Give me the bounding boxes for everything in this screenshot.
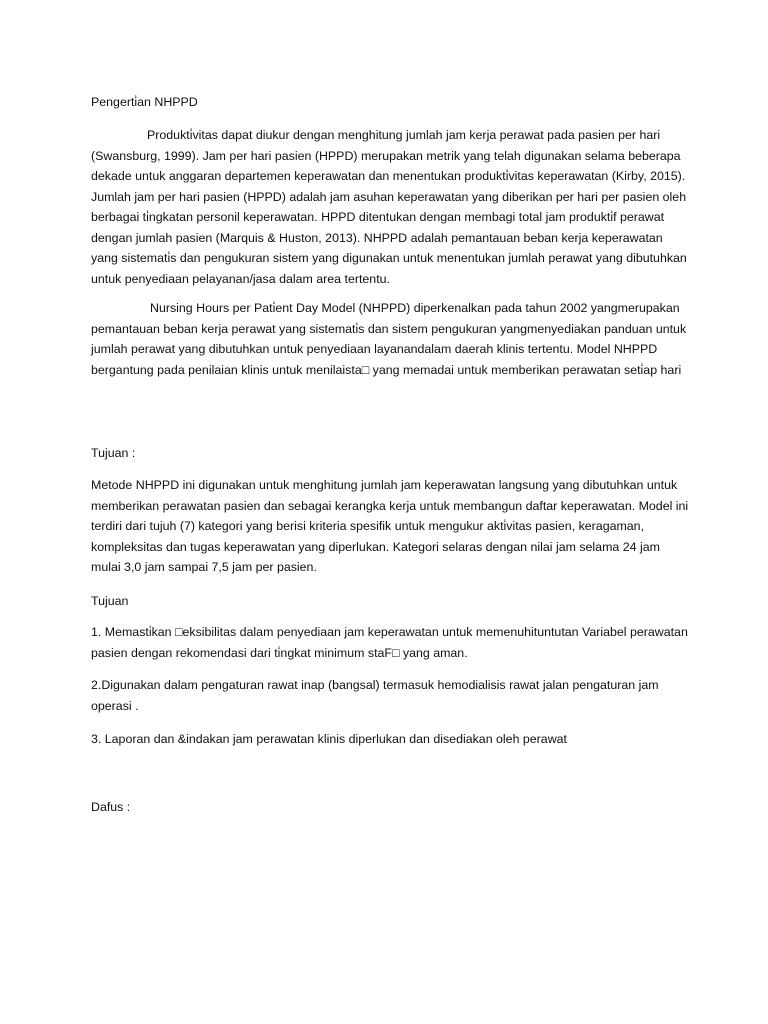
paragraph-productivity: Produkti̇vitas dapat diukur dengan menghitung jumlah jam kerja perawat pada pasien per hari (Swansburg, 1999). Jam per hari pasien (HPPD) merupakan metrik yang telah digunakan selama beberapa dekade untuk anggaran departemen keperawatan dan menentukan produkti̇vitas keperawatan (Kirby, 2015). Jumlah jam per hari pasien (HPPD) adalah jam asuhan keperawatan yang diberikan per hari per pasien oleh berbagai ti̇ngkatan personil keperawatan. HPPD ditentukan dengan membagi total jam produkti̇f perawat dengan jumlah pasien (Marquis & Huston, 2013). NHPPD adalah pemantauan beban kerja keperawatan yang sistemati̇s dan pengukuran sistem yang digunakan untuk menentukan jumlah perawat yang dibutuhkan untuk penyediaan pelayanan/jasa dalam area tertentu. — [91, 128, 687, 286]
list-item: 1. Memasti̇kan □eksibilitas dalam penyediaan jam keperawatan untuk memenuhituntutan Variabel perawatan pasien dengan rekomendasi dari ti̇ngkat minimum staF□ yang aman. — [91, 625, 688, 660]
list-item: 3. Laporan dan &indakan jam perawatan klinis diperlukan dan disediakan oleh perawat — [91, 732, 567, 746]
paragraph-method: Metode NHPPD ini digunakan untuk menghitung jumlah jam keperawatan langsung yang dibutuhkan untuk memberikan perawatan pasien dan sebagai kerangka kerja untuk membangun daftar keperawatan. Model ini terdiri dari tujuh (7) kategori yang berisi kriteria spesifik untuk mengukur akti̇vitas pasien, keragaman, kompleksitas dan tugas keperawatan yang diperlukan. Kategori selaras dengan nilai jam selama 24 jam mulai 3,0 jam sampai 7,5 jam per pasien. — [91, 478, 689, 574]
heading-tujuan: Tujuan : — [91, 446, 136, 460]
list-item: 2.Digunakan dalam pengaturan rawat inap (bangsal) termasuk hemodialisis rawat jalan pengaturan jam operasi . — [91, 678, 659, 713]
heading-tujuan-list: Tujuan — [91, 594, 129, 608]
paragraph-nhppd-model: Nursing Hours per Pati̇ent Day Model (NHPPD) diperkenalkan pada tahun 2002 yangmerupakan pemantauan beban kerja perawat yang sistemati̇s dan sistem pengukuran yangmenyediakan panduan untuk jumlah perawat yang dibutuhkan untuk penyediaan layanandalam daerah klinis tertentu. Model NHPPD bergantung pada penilaian klinis untuk menilaista□ yang memadai untuk memberikan perawatan seti̇ap hari — [91, 301, 687, 377]
heading-pengertian: Pengerti̇an NHPPD — [91, 95, 198, 109]
heading-dafus: Dafus : — [91, 800, 131, 814]
